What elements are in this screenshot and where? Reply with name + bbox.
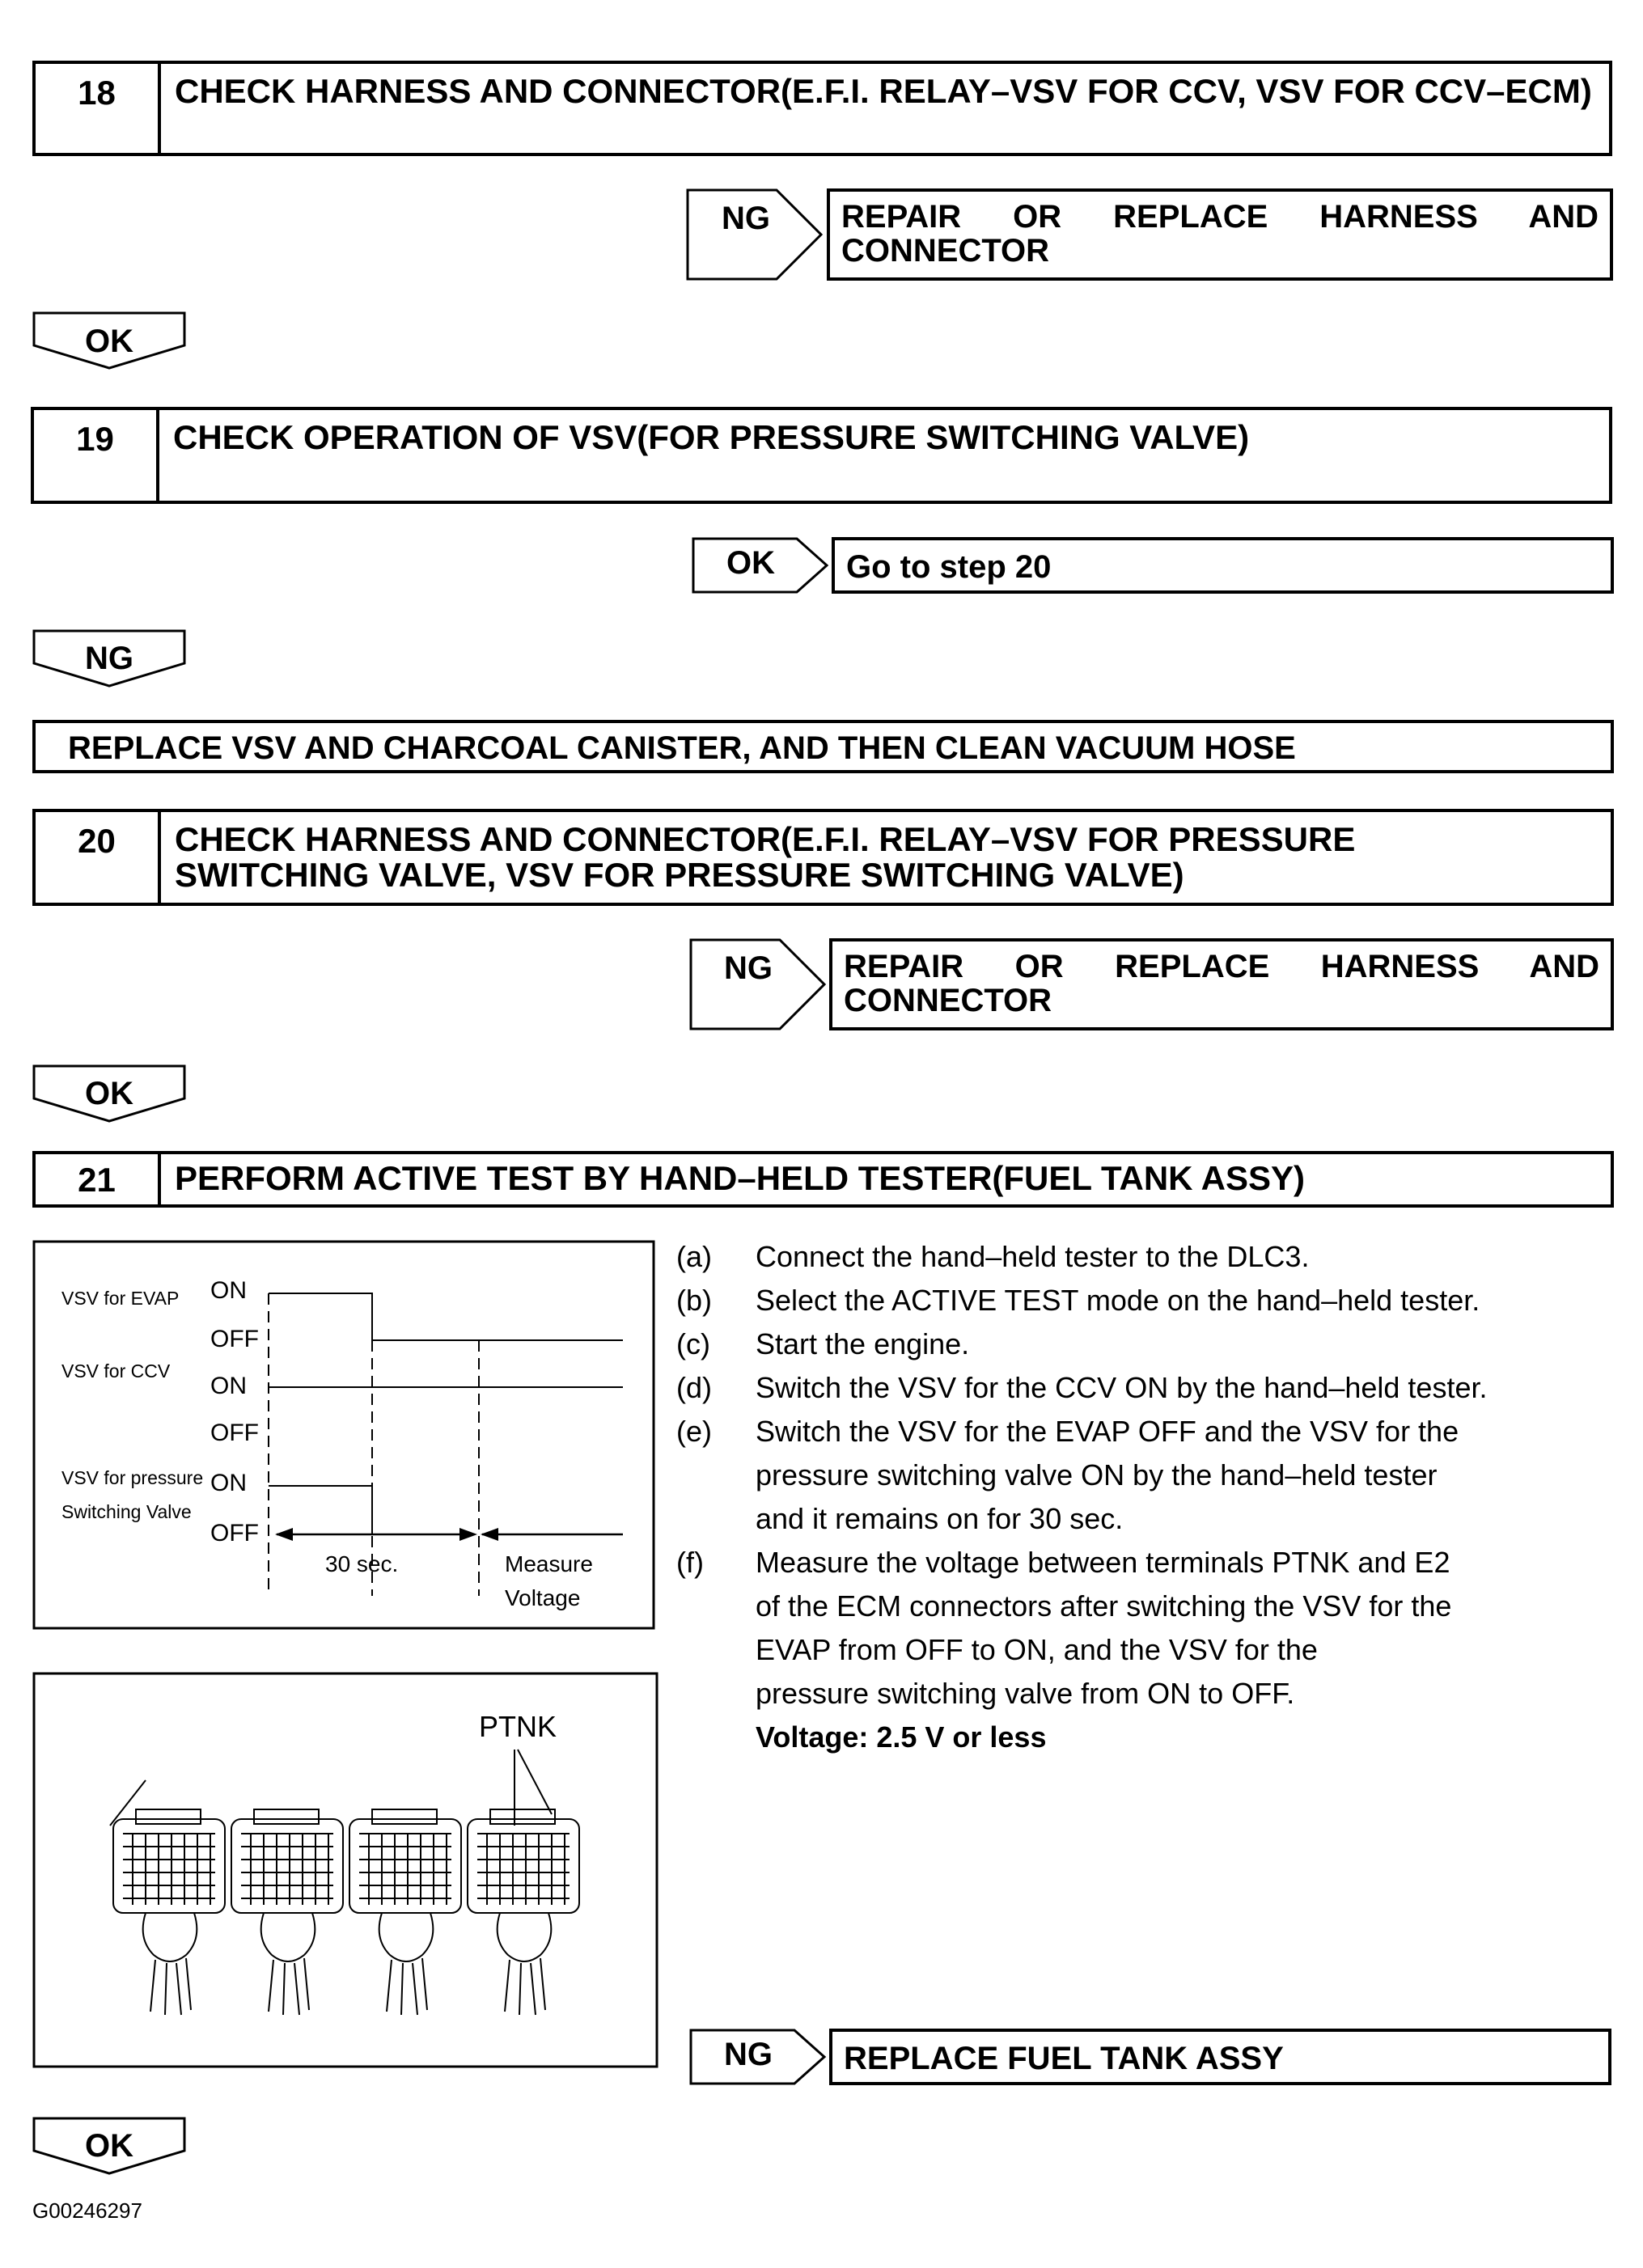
instruction-line: pressure switching valve from ON to OFF. (756, 1677, 1295, 1710)
instruction-line: Connect the hand–held tester to the DLC3. (756, 1240, 1310, 1273)
timing-diagram (32, 1240, 655, 1630)
step-19-box (31, 407, 1612, 504)
step-number: 19 (34, 410, 159, 501)
step-number: 20 (36, 812, 161, 903)
step-18-box (32, 61, 1612, 156)
label-vsv-evap: VSV for EVAP (61, 1288, 180, 1309)
instruction-letter: (e) (676, 1415, 712, 1448)
instruction-text (756, 1235, 1309, 1279)
step-20-box (32, 809, 1614, 906)
step-title-line1: CHECK HARNESS AND CONNECTOR(E.F.I. RELAY–VSV FOR PRESSURE (175, 820, 1356, 858)
ng-label: NG (724, 950, 773, 986)
ptnk-label: PTNK (479, 1710, 557, 1743)
step-21-box (32, 1151, 1614, 1208)
instruction-item (676, 1235, 1623, 1279)
step-title: PERFORM ACTIVE TEST BY HAND–HELD TESTER(FUEL TANK ASSY) (175, 1159, 1305, 1197)
step-title: CHECK OPERATION OF VSV(FOR PRESSURE SWITCHING VALVE) (173, 418, 1250, 456)
step-number: 18 (36, 64, 161, 153)
ng-result-line1: REPAIR OR REPLACE HARNESS AND (844, 949, 1599, 984)
instruction-line: Start the engine. (756, 1327, 970, 1360)
instruction-letter: (d) (676, 1371, 712, 1404)
pressure-off-label: OFF (210, 1520, 259, 1547)
instruction-letter: (a) (676, 1240, 712, 1273)
ng-label: NG (85, 641, 133, 676)
evap-on-label: ON (210, 1277, 247, 1304)
ccv-on-label: ON (210, 1373, 247, 1399)
measure-label-2: Voltage (505, 1585, 581, 1610)
instruction-item (676, 1366, 1623, 1410)
ccv-off-label: OFF (210, 1420, 259, 1446)
instruction-item (676, 1410, 1623, 1541)
ng-label: NG (722, 201, 770, 236)
ng-result-line2: CONNECTOR (841, 233, 1050, 269)
evap-off-label: OFF (210, 1326, 259, 1352)
label-vsv-ccv: VSV for CCV (61, 1360, 171, 1382)
ng-result: REPLACE VSV AND CHARCOAL CANISTER, AND THEN CLEAN VACUUM HOSE (68, 730, 1296, 766)
instruction-text (756, 1541, 1451, 1716)
label-vsv-pressure-2: Switching Valve (61, 1501, 192, 1522)
ok-label: OK (726, 545, 775, 581)
instruction-text (756, 1366, 1487, 1410)
instruction-letter: (b) (676, 1284, 712, 1317)
step-title: CHECK HARNESS AND CONNECTOR(E.F.I. RELAY–VSV FOR CCV, VSV FOR CCV–ECM) (175, 72, 1592, 110)
step-number: 21 (36, 1154, 161, 1204)
ng-result-box (829, 938, 1614, 1030)
instruction-line: Switch the VSV for the EVAP OFF and the VSV for the (756, 1415, 1459, 1448)
step-title (175, 812, 1603, 893)
ok-result-box (832, 537, 1614, 594)
instruction-list (676, 1235, 1623, 1759)
instruction-line: pressure switching valve ON by the hand–held tester (756, 1458, 1438, 1492)
measure-label-1: Measure (505, 1551, 593, 1576)
instruction-item (676, 1279, 1623, 1322)
instruction-text (756, 1410, 1459, 1541)
instruction-line: EVAP from OFF to ON, and the VSV for the (756, 1633, 1318, 1666)
ng-result-box (827, 188, 1613, 281)
instruction-line: Measure the voltage between terminals PTNK and E2 (756, 1546, 1450, 1579)
instruction-item (676, 1541, 1623, 1716)
ok-label: OK (85, 2128, 133, 2164)
ok-label: OK (85, 1076, 133, 1111)
instruction-line: of the ECM connectors after switching the VSV for the (756, 1589, 1452, 1623)
instruction-line: Select the ACTIVE TEST mode on the hand–held tester. (756, 1284, 1480, 1317)
voltage-spec: Voltage: 2.5 V or less (756, 1720, 1047, 1754)
ok-label: OK (85, 324, 133, 359)
pressure-on-label: ON (210, 1470, 247, 1496)
instruction-item (676, 1322, 1623, 1366)
instruction-letter: (f) (676, 1546, 704, 1579)
ng-result-line2: CONNECTOR (844, 983, 1052, 1018)
instruction-line: and it remains on for 30 sec. (756, 1502, 1124, 1535)
instruction-text (756, 1279, 1480, 1322)
ecm-connector-illustration (32, 1672, 658, 2068)
figure-code: G00246297 (32, 2198, 142, 2223)
ng-result: REPLACE FUEL TANK ASSY (844, 2041, 1284, 2076)
instruction-text (756, 1322, 969, 1366)
step-title-line2: SWITCHING VALVE, VSV FOR PRESSURE SWITCHING VALVE) (175, 856, 1184, 894)
ng-result-line1: REPAIR OR REPLACE HARNESS AND (841, 199, 1599, 235)
instruction-line: Switch the VSV for the CCV ON by the hand–held tester. (756, 1371, 1488, 1404)
instruction-letter: (c) (676, 1327, 710, 1360)
ng-result-box (829, 2029, 1611, 2085)
ng-result-box (32, 720, 1614, 773)
duration-label: 30 sec. (325, 1551, 399, 1576)
ok-result: Go to step 20 (846, 549, 1052, 585)
label-vsv-pressure-1: VSV for pressure (61, 1467, 204, 1488)
ng-label: NG (724, 2037, 773, 2072)
